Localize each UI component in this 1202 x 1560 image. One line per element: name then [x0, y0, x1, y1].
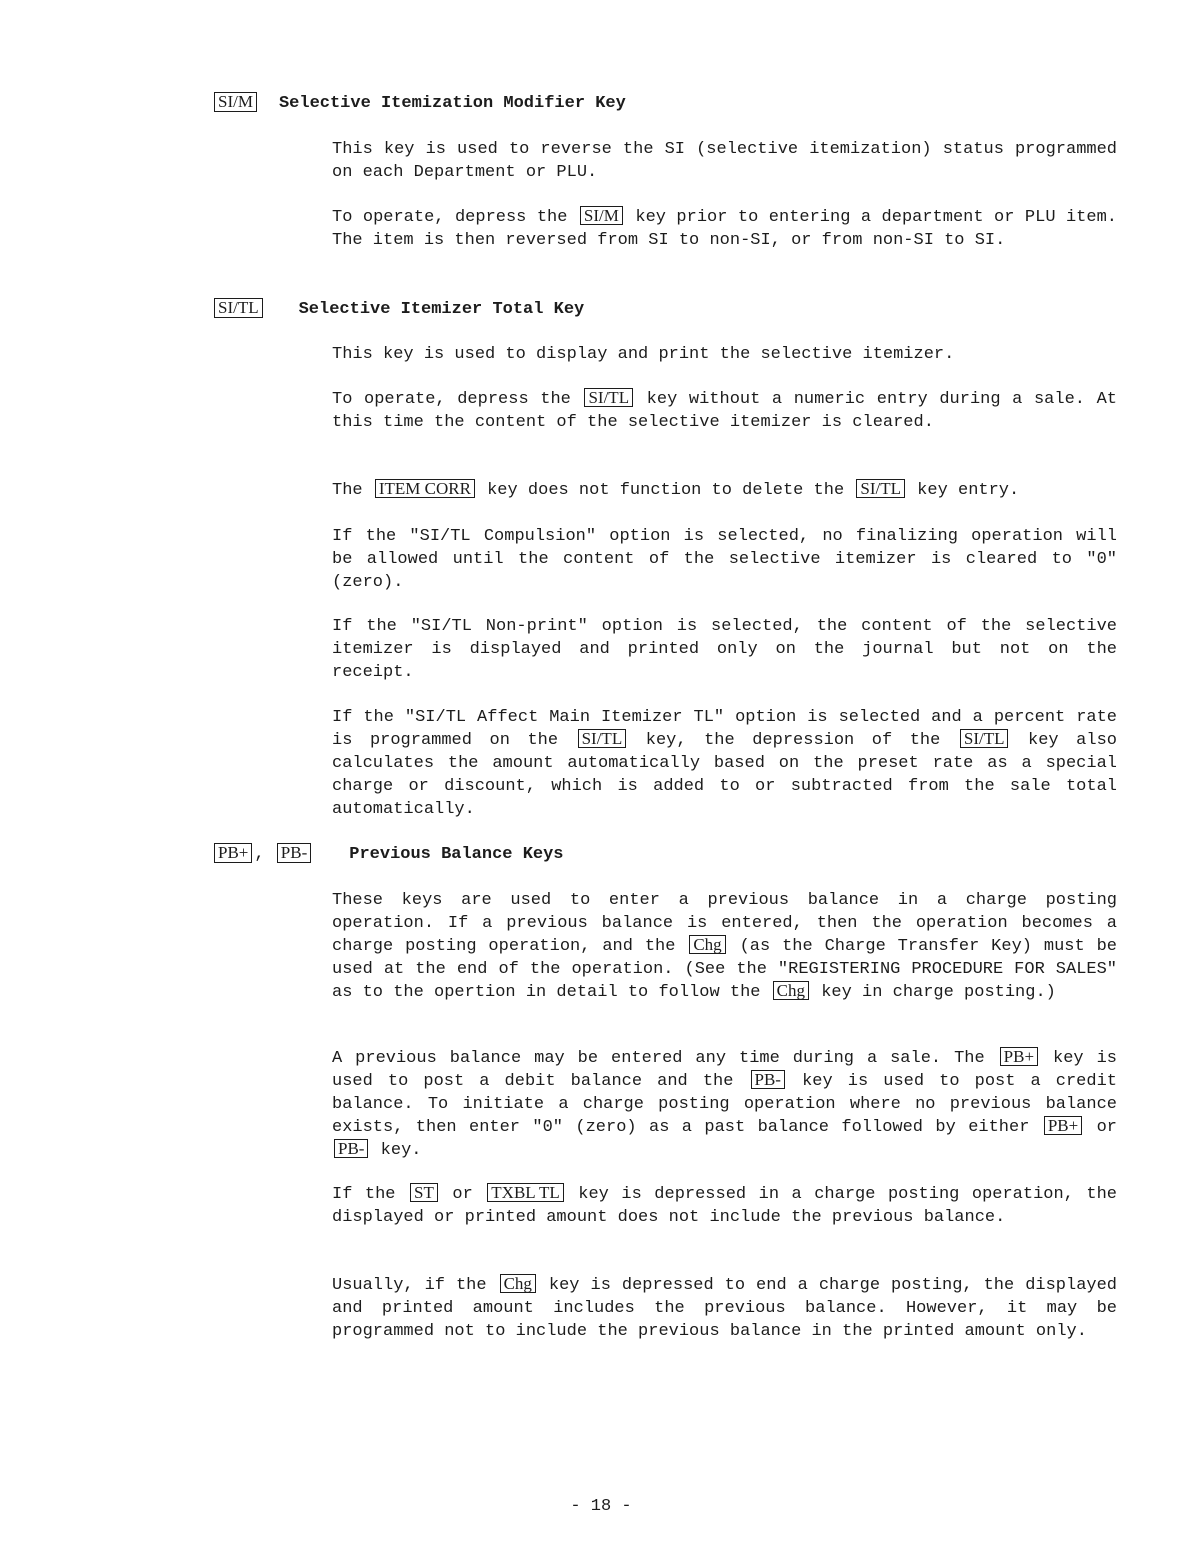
paragraph: Usually, if the Chg key is depressed to end a charge posting, the displayed and printed amount includes the previous balance. However, it may be programmed not to include the previous balance in the printed amount only. [332, 1274, 1118, 1341]
key-label: SI/TL [578, 729, 627, 748]
key-label: SI/M [580, 206, 623, 225]
paragraph: A previous balance may be entered any time during a sale. The PB+ key is used to post a debit balance and the PB- key is used to post a credit balance. To initiate a charge posting operation where no previous balance exists, then enter "0" (zero) as a past balance followed by either PB+ or PB- key. [332, 1047, 1117, 1160]
paragraph: This key is used to display and print the selective itemizer. [332, 345, 955, 364]
section-heading-si-m [212, 92, 626, 115]
paragraph: To operate, depress the SI/M key prior to entering a department or PLU item. The item is then reversed from SI to non-SI, or from non-SI to SI. [332, 206, 1117, 250]
paragraph: To operate, depress the SI/TL key without a numeric entry during a sale. At this time the content of the selective itemizer is cleared. [332, 388, 1117, 432]
paragraph: If the "SI/TL Affect Main Itemizer TL" option is selected and a percent rate is programmed on the SI/TL key, the depression of the SI/TL key also calculates the amount automatically based on the preset rate as a special charge or discount, which is added to or subtracted from the sale total automatically. [332, 708, 1117, 819]
page-number: - 18 - [570, 1497, 632, 1516]
key-label: SI/TL [584, 388, 633, 407]
key-label-pb-minus: PB- [277, 843, 311, 863]
section-heading-pb: PB+ , PB- Previous Balance Keys [212, 843, 564, 866]
key-label: Chg [689, 935, 725, 954]
key-label-pb-plus: PB+ [214, 843, 252, 863]
paragraph: This key is used to reverse the SI (selective itemization) status programmed on each Department or PLU. [332, 140, 1117, 182]
key-label: TXBL TL [487, 1183, 563, 1202]
key-label: PB+ [1044, 1116, 1082, 1135]
section-title: Selective Itemizer Total Key [298, 300, 585, 319]
key-label: ST [410, 1183, 438, 1202]
key-label: Chg [500, 1274, 536, 1293]
section-title: Selective Itemization Modifier Key [278, 94, 626, 113]
paragraph: The ITEM CORR key does not function to delete the SI/TL key entry. [332, 479, 1020, 500]
key-label: ITEM CORR [375, 479, 475, 498]
section-title: Previous Balance Keys [349, 845, 564, 864]
paragraph: These keys are used to enter a previous balance in a charge posting operation. If a previous balance is entered, then the operation becomes a charge posting operation, and the Chg (as the Charge Transfer Key) must be used at the end of the operation. (See the "REGISTERING PROCEDURE FOR SALES" as to the opertion in detail to follow the Chg key in charge posting.) [332, 891, 1117, 1002]
paragraph: If the "SI/TL Non-print" option is selected, the content of the selective itemizer is displayed and printed only on the journal but not on the receipt. [332, 617, 1117, 682]
paragraph: If the ST or TXBL TL key is depressed in a charge posting operation, the displayed or printed amount does not include the previous balance. [332, 1183, 1117, 1227]
key-label: SI/TL [856, 479, 905, 498]
key-label-si-m: SI/M [214, 92, 257, 112]
key-label: PB- [751, 1070, 785, 1089]
key-label-si-tl: SI/TL [214, 298, 263, 318]
paragraph: If the "SI/TL Compulsion" option is selected, no finalizing operation will be allowed until the content of the selective itemizer is cleared to "0" (zero). [332, 527, 1117, 592]
key-label: PB+ [1000, 1047, 1038, 1066]
key-label: SI/TL [960, 729, 1009, 748]
key-label: PB- [334, 1139, 368, 1158]
key-label: Chg [773, 981, 809, 1000]
section-heading-si-tl [212, 298, 584, 321]
